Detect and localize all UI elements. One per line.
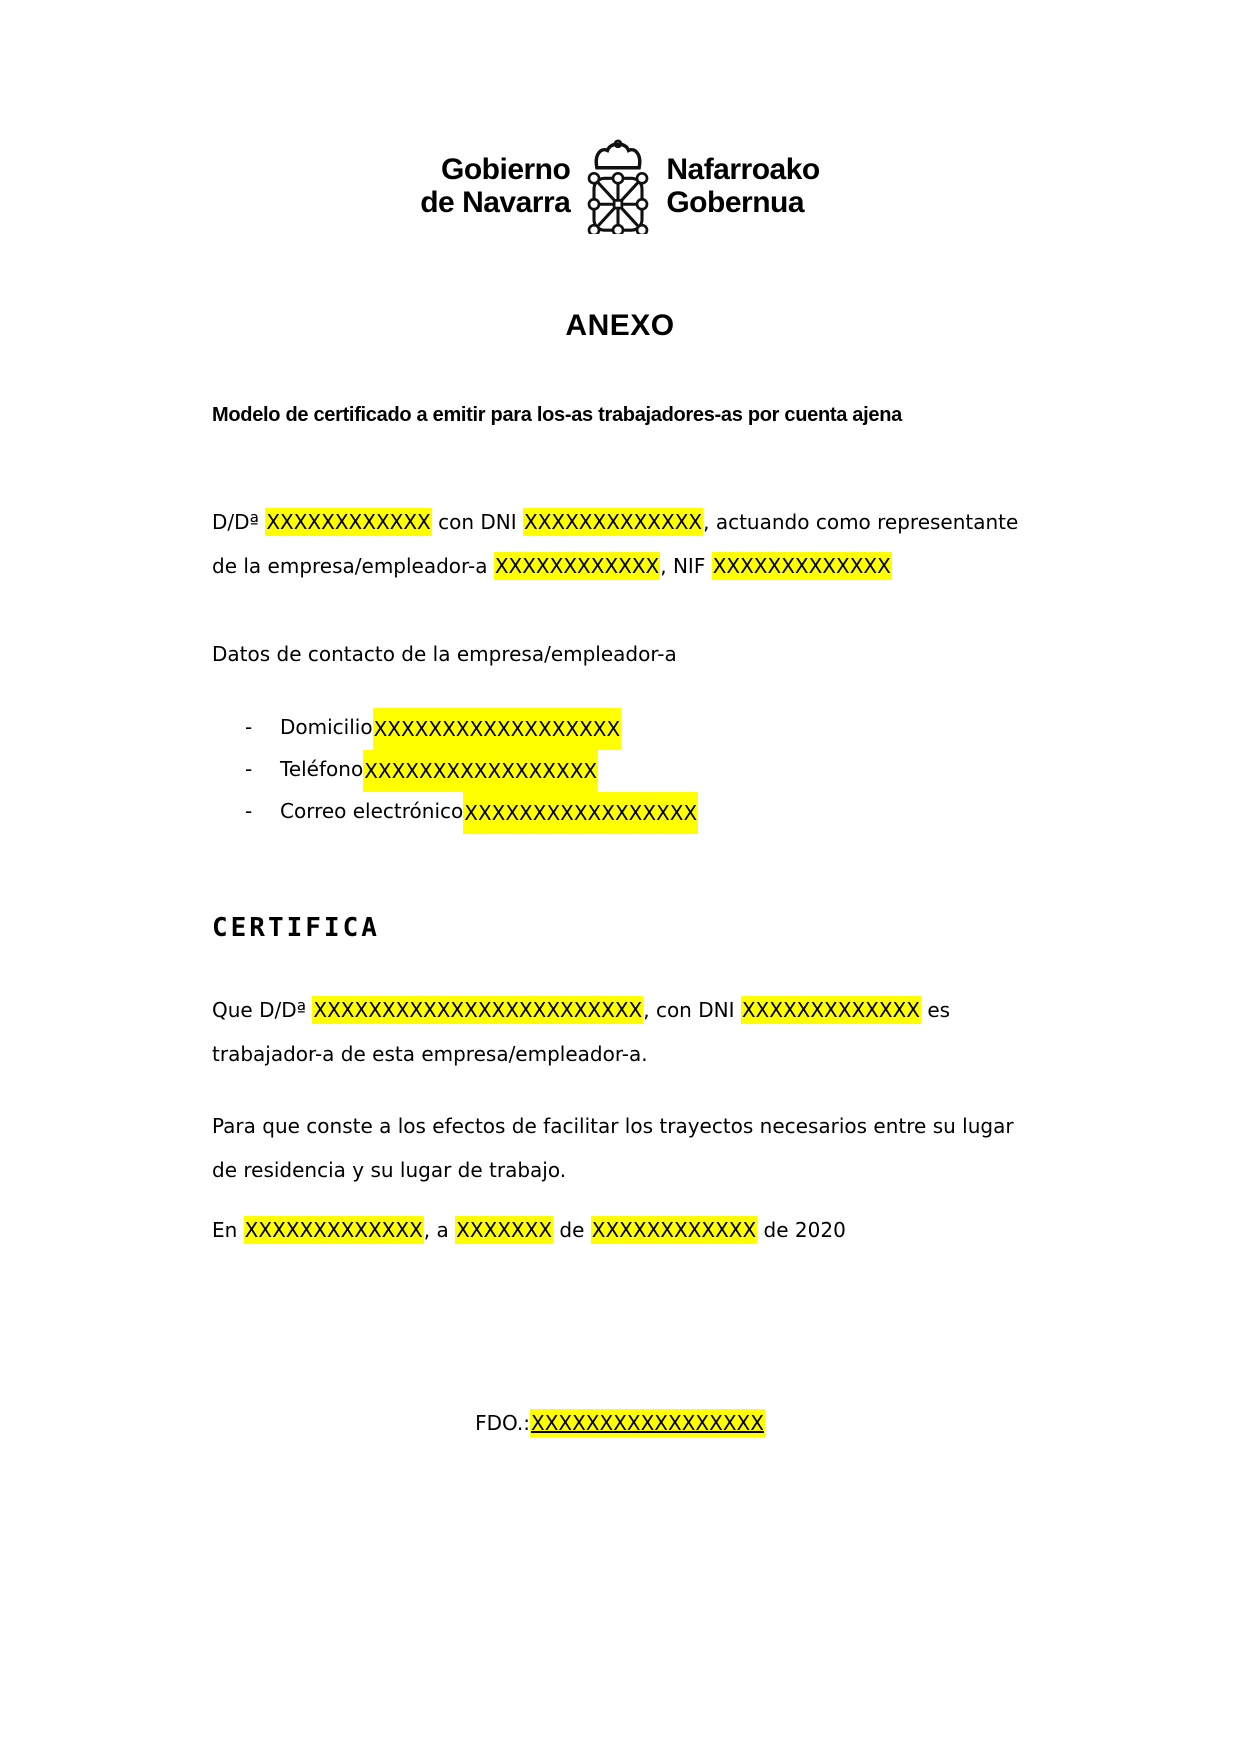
certify-paragraph xyxy=(212,988,1028,1076)
page-title: ANEXO xyxy=(565,309,675,342)
logo-text-es-line2: de Navarra xyxy=(420,186,571,219)
signature-placeholder: XXXXXXXXXXXXXXXXX xyxy=(531,1411,764,1435)
list-bullet: - xyxy=(245,799,253,823)
telefono-placeholder: XXXXXXXXXXXXXXXXX xyxy=(363,750,598,792)
domicilio-placeholder: XXXXXXXXXXXXXXXXXX xyxy=(373,708,622,750)
intro-paragraph xyxy=(212,500,1028,588)
month-placeholder: XXXXXXXXXXXX xyxy=(591,1218,757,1242)
signature-line xyxy=(212,1408,1028,1438)
logo-text-eu-line1: Nafarroako xyxy=(666,153,820,186)
list-item-telefono xyxy=(212,750,1028,792)
certify-seg1: Que D/Dª xyxy=(212,998,313,1022)
date-seg1: En xyxy=(212,1218,244,1242)
day-placeholder: XXXXXXX xyxy=(456,1218,553,1242)
domicilio-label: Domicilio xyxy=(280,715,373,739)
navarra-chains-crest-icon xyxy=(584,138,652,234)
list-item-domicilio xyxy=(212,708,1028,750)
correo-placeholder: XXXXXXXXXXXXXXXXX xyxy=(463,792,698,834)
certify-name-placeholder: XXXXXXXXXXXXXXXXXXXXXXXX xyxy=(313,998,643,1022)
place-placeholder: XXXXXXXXXXXXX xyxy=(244,1218,423,1242)
intro-dni-placeholder: XXXXXXXXXXXXX xyxy=(524,510,703,534)
intro-seg2: con DNI xyxy=(431,510,523,534)
list-item-correo xyxy=(212,792,1028,834)
intro-seg3: , actuando como representante de la empresa/empleador-a xyxy=(212,510,1019,578)
logo-text-spanish xyxy=(420,153,570,219)
correo-label: Correo electrónico xyxy=(280,799,464,823)
list-bullet: - xyxy=(245,715,253,739)
fdo-label: FDO.: xyxy=(475,1411,530,1435)
logo-text-basque xyxy=(666,153,819,219)
intro-nif-placeholder: XXXXXXXXXXXXX xyxy=(712,554,891,578)
intro-name-placeholder: XXXXXXXXXXXX xyxy=(266,510,431,534)
contact-heading: Datos de contacto de la empresa/empleador-a xyxy=(212,642,677,666)
certifica-heading: CERTIFICA xyxy=(212,913,380,943)
certify-dni-placeholder: XXXXXXXXXXXXX xyxy=(741,998,920,1022)
telefono-label: Teléfono xyxy=(280,757,364,781)
contact-list xyxy=(212,708,1028,834)
document-subtitle: Modelo de certificado a emitir para los-as trabajadores-as por cuenta ajena xyxy=(212,404,902,426)
certify-seg3: es trabajador-a de esta empresa/empleador-a. xyxy=(212,998,951,1066)
intro-seg4: , NIF xyxy=(660,554,712,578)
logo-text-eu-line2: Gobernua xyxy=(666,186,805,219)
purpose-paragraph: Para que conste a los efectos de facilitar los trayectos necesarios entre su lugar de residencia y su lugar de trabajo. xyxy=(212,1114,1014,1182)
list-bullet: - xyxy=(245,757,253,781)
intro-company-placeholder: XXXXXXXXXXXX xyxy=(494,554,660,578)
gobierno-navarra-logo xyxy=(212,138,1028,234)
logo-text-es-line1: Gobierno xyxy=(441,153,571,186)
date-line xyxy=(212,1208,1028,1252)
certify-seg2: , con DNI xyxy=(643,998,741,1022)
date-seg4: de 2020 xyxy=(757,1218,846,1242)
date-seg3: de xyxy=(553,1218,591,1242)
date-seg2: , a xyxy=(423,1218,456,1242)
intro-seg1: D/Dª xyxy=(212,510,266,534)
